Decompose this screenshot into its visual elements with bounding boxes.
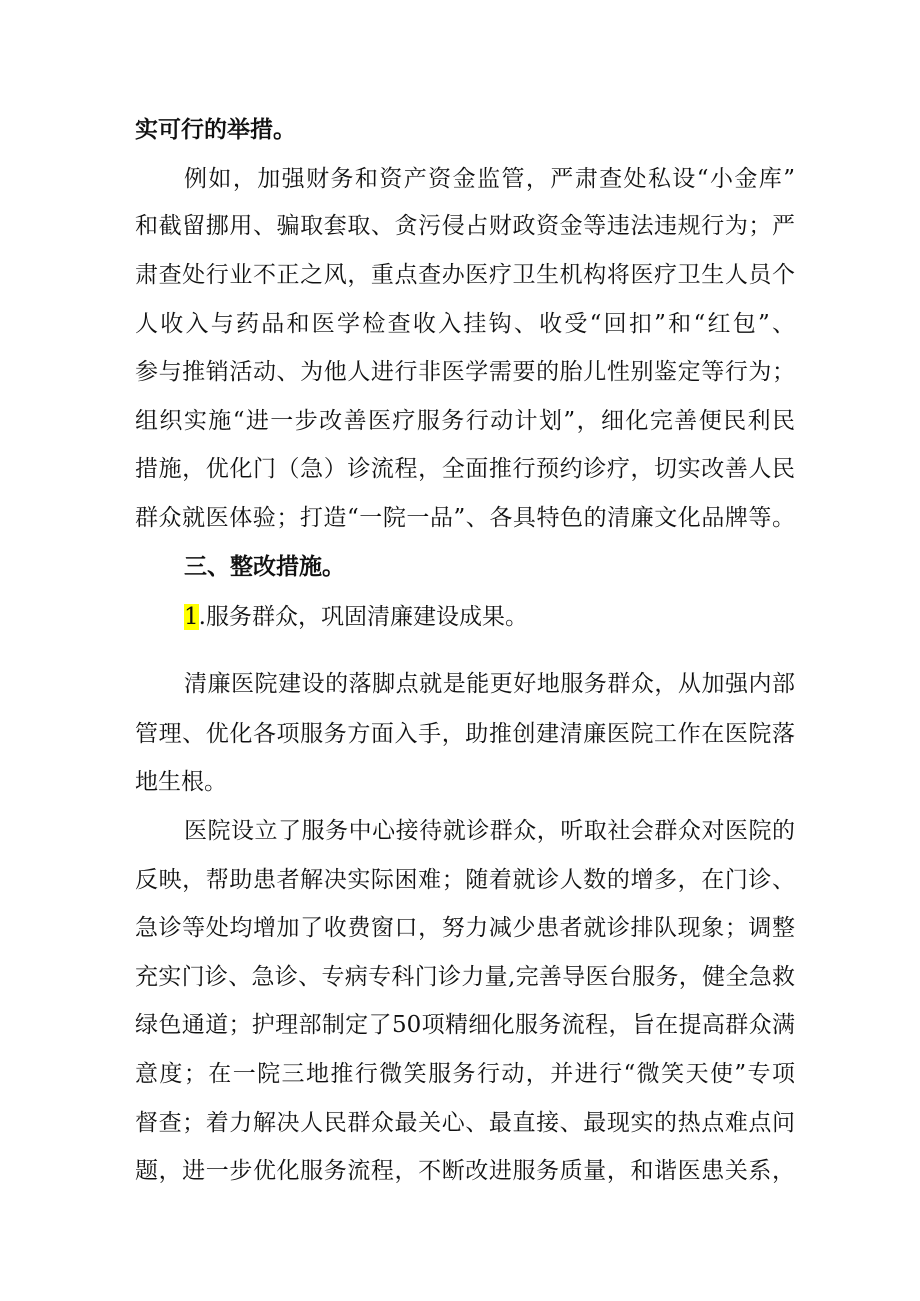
- text-line: 和截留挪用、骗取套取、贪污侵占财政资金等违法违规行为；严: [135, 213, 795, 239]
- text-line: 管理、优化各项服务方面入手，助推创建清廉医院工作在医院落: [135, 721, 795, 747]
- item-text: .服务群众，巩固清廉建设成果。: [198, 604, 528, 630]
- text-line: 群众就医体验；打造“一院一品”、各具特色的清廉文化品牌等。: [135, 505, 795, 531]
- text-line: 医院设立了服务中心接待就诊群众，听取社会群众对医院的: [184, 818, 795, 844]
- highlighted-number: 1: [184, 604, 199, 630]
- text-line: 充实门诊、急诊、专病专科门诊力量,完善导医台服务，健全急救: [135, 964, 795, 990]
- text-line: 措施，优化门（急）诊流程，全面推行预约诊疗，切实改善人民: [135, 456, 795, 482]
- text-line: 题，进一步优化服务流程，不断改进服务质量，和谐医患关系，: [135, 1158, 795, 1184]
- numbered-item: [184, 602, 795, 632]
- text-line: 肃查处行业不正之风，重点查办医疗卫生机构将医疗卫生人员个: [135, 262, 795, 288]
- text-line: 组织实施“进一步改善医疗服务行动计划”，细化完善便民利民: [135, 408, 795, 434]
- text-line: 地生根。: [135, 769, 227, 795]
- text-line: 绿色通道；护理部制定了50项精细化服务流程，旨在提高群众满: [135, 1012, 795, 1038]
- text-line: 实可行的举措。: [135, 117, 296, 143]
- text-line: 参与推销活动、为他人进行非医学需要的胎儿性别鉴定等行为；: [135, 359, 795, 385]
- text-line: 督查；着力解决人民群众最关心、最直接、最现实的热点难点问: [135, 1110, 795, 1136]
- text-line: 反映，帮助患者解决实际困难；随着就诊人数的增多，在门诊、: [135, 867, 795, 893]
- text-line: 急诊等处均增加了收费窗口，努力减少患者就诊排队现象；调整: [135, 915, 795, 941]
- text-line: 例如，加强财务和资产资金监管，严肃查处私设“小金库”: [184, 166, 795, 192]
- text-line: 人收入与药品和医学检查收入挂钩、收受“回扣”和“红包”、: [135, 311, 795, 337]
- section-heading: 三、整改措施。: [184, 554, 345, 580]
- text-line: 清廉医院建设的落脚点就是能更好地服务群众，从加强内部: [184, 671, 795, 697]
- text-line: 意度；在一院三地推行微笑服务行动，并进行“微笑天使”专项: [135, 1061, 795, 1087]
